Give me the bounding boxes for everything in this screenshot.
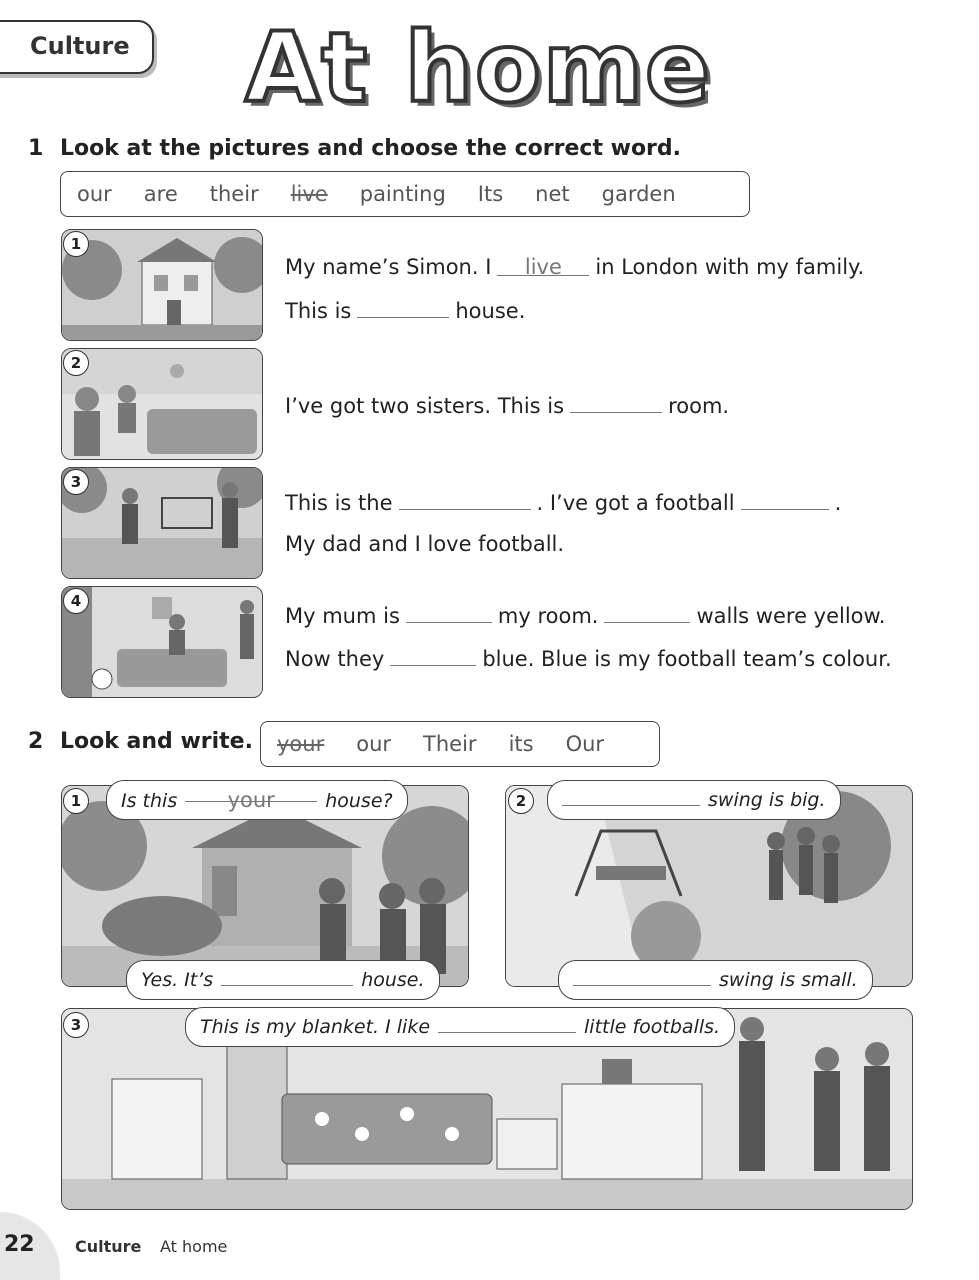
answer-blank[interactable]	[497, 255, 589, 279]
answer-blank[interactable]	[357, 297, 449, 318]
ex1-item3-line2: My dad and I love football.	[285, 532, 565, 556]
ex1-item1-line1	[285, 255, 864, 279]
example-answer: live	[524, 255, 562, 279]
word-box-item: our	[356, 732, 392, 756]
page-number: 22	[4, 1232, 35, 1257]
footer-topic: At home	[160, 1237, 228, 1256]
sentence-text: . I’ve got a football	[536, 491, 735, 515]
bubble-text: Is this	[121, 790, 178, 812]
ex1-item4-line2	[285, 645, 892, 671]
speech-bubble	[106, 780, 408, 820]
sentence-text: room.	[668, 394, 730, 418]
ex1-pic-number: 3	[63, 469, 89, 495]
word-box-item: Our	[565, 732, 605, 756]
word-box-item: net	[535, 182, 570, 206]
sentence-text: .	[834, 491, 842, 515]
sentence-text: walls were yellow.	[696, 604, 886, 628]
word-box-item: garden	[601, 182, 676, 206]
bubble-text: house.	[361, 969, 425, 991]
page-title: At home	[245, 12, 713, 124]
answer-blank[interactable]	[573, 965, 711, 986]
word-box-item-struck: live	[290, 182, 328, 206]
answer-blank[interactable]	[604, 602, 690, 623]
ex1-item4-line1	[285, 602, 885, 628]
ex1-item1-line2	[285, 297, 525, 323]
word-box-item-struck: your	[277, 732, 325, 756]
speech-bubble	[126, 960, 440, 1000]
house-illustration	[62, 230, 262, 340]
answer-blank[interactable]	[741, 489, 829, 510]
ex1-picture-house	[61, 229, 263, 341]
speech-bubble	[185, 1007, 735, 1047]
ex1-pic-number: 4	[63, 588, 89, 614]
bubble-text: This is my blanket. I like	[200, 1016, 431, 1038]
example-answer: your	[227, 788, 275, 812]
ex1-item3-line1	[285, 489, 841, 515]
ex1-picture-garden	[61, 467, 263, 579]
ex2-heading	[28, 729, 253, 754]
word-box-item: painting	[359, 182, 446, 206]
speech-bubble	[558, 960, 873, 1000]
ex1-picture-bedroom	[61, 348, 263, 460]
word-box-item: are	[143, 182, 178, 206]
ex2-pic-number: 2	[508, 788, 534, 814]
answer-blank[interactable]	[438, 1012, 576, 1033]
ex2-pic-number: 3	[63, 1012, 89, 1038]
word-box-item: its	[508, 732, 534, 756]
answer-blank[interactable]	[562, 785, 700, 806]
ex2-pic-number: 1	[63, 788, 89, 814]
ex2-number: 2	[28, 729, 44, 754]
sentence-text: This is the	[285, 491, 393, 515]
answer-blank[interactable]	[570, 392, 662, 413]
word-box-item: Their	[423, 732, 477, 756]
culture-tab-label: Culture	[30, 32, 130, 60]
answer-blank[interactable]	[185, 781, 317, 812]
sentence-text: my room.	[497, 604, 599, 628]
ex2-word-box	[260, 721, 660, 767]
word-box-item: our	[77, 182, 112, 206]
bubble-text: little footballs.	[584, 1016, 721, 1038]
bubble-text: swing is small.	[719, 969, 858, 991]
word-box-item: their	[209, 182, 259, 206]
bubble-text: Yes. It’s	[141, 969, 214, 991]
ex2-instruction: Look and write.	[60, 729, 253, 754]
answer-blank[interactable]	[406, 602, 492, 623]
sentence-text: I’ve got two sisters. This is	[285, 394, 565, 418]
ex1-pic-number: 2	[63, 350, 89, 376]
ex1-picture-painting	[61, 586, 263, 698]
ex1-item2-line1	[285, 392, 729, 418]
garden-illustration	[62, 468, 262, 578]
sentence-text: My name’s Simon. I	[285, 255, 492, 279]
answer-blank[interactable]	[390, 645, 476, 666]
culture-tab	[0, 20, 154, 74]
footer-section: Culture	[75, 1237, 142, 1256]
ex1-instruction: Look at the pictures and choose the correct word.	[60, 136, 682, 161]
sentence-text: blue. Blue is my football team’s colour.	[482, 647, 892, 671]
ex1-number: 1	[28, 136, 44, 161]
sentence-text: house.	[455, 299, 526, 323]
painting-illustration	[62, 587, 262, 697]
ex1-word-box	[60, 171, 750, 217]
answer-blank[interactable]	[221, 965, 353, 986]
word-box-item: Its	[477, 182, 504, 206]
ex1-heading	[28, 136, 681, 161]
sentence-text: in London with my family.	[595, 255, 865, 279]
bubble-text: house?	[325, 790, 393, 812]
speech-bubble	[547, 780, 841, 820]
page-number-tab	[0, 1212, 60, 1280]
sentence-text: My mum is	[285, 604, 400, 628]
sentence-text: Now they	[285, 647, 385, 671]
bedroom-illustration	[62, 349, 262, 459]
ex1-pic-number: 1	[63, 231, 89, 257]
sentence-text: This is	[285, 299, 352, 323]
bubble-text: swing is big.	[708, 789, 826, 811]
answer-blank[interactable]	[399, 489, 531, 510]
